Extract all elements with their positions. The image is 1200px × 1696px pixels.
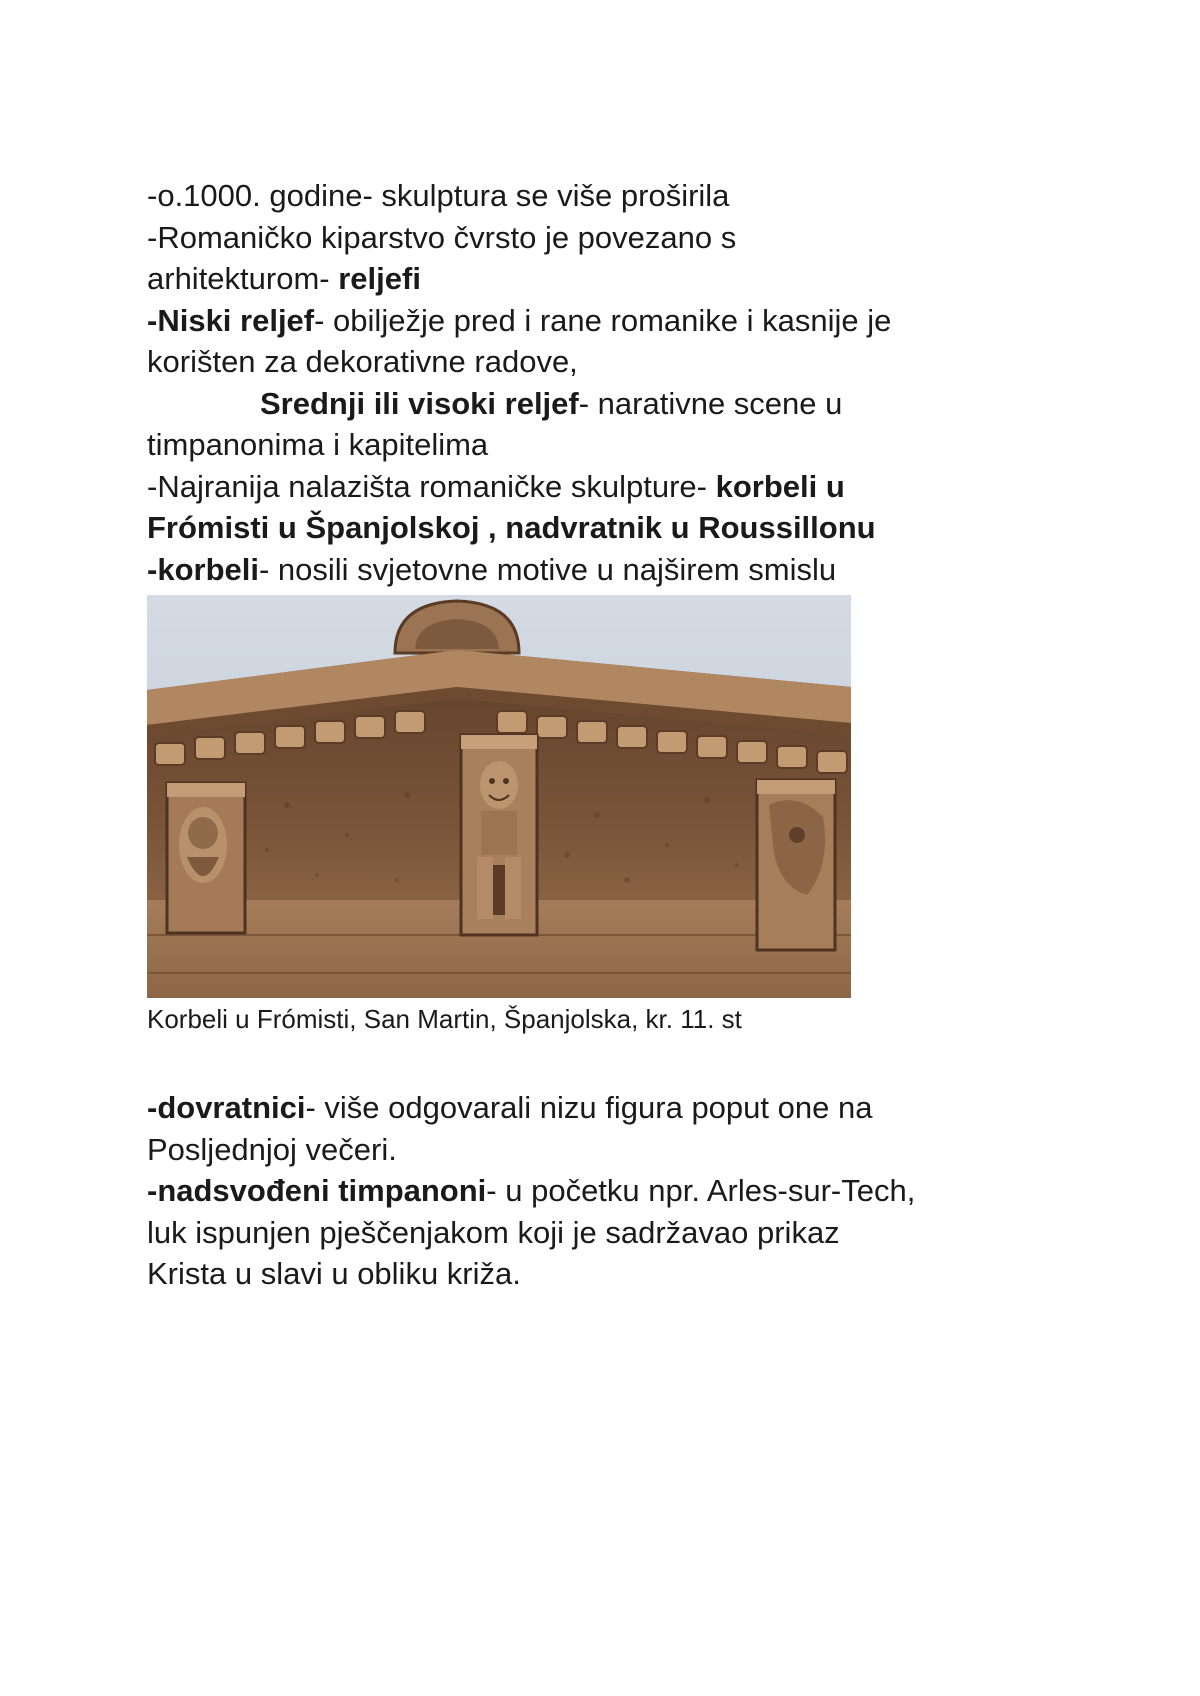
body-text-top: [147, 175, 1107, 590]
bold-text: Srednji ili visoki reljef: [260, 385, 579, 421]
text-line: [147, 217, 1107, 259]
text-line: [147, 1212, 1107, 1254]
corbels-photo-graphic: [147, 595, 851, 998]
bold-text: -korbeli: [147, 551, 259, 587]
text-span: korišten za dekorativne radove,: [147, 344, 578, 379]
text-line: [147, 341, 1107, 383]
figure-caption: Korbeli u Frómisti, San Martin, Španjolska, kr. 11. st: [147, 1004, 742, 1034]
text-line: [147, 175, 1107, 217]
text-line: [147, 1129, 1107, 1171]
bold-text: -Niski reljef: [147, 302, 315, 338]
bold-text: -dovratnici: [147, 1090, 306, 1125]
text-span: - u početku npr. Arles-sur-Tech,: [486, 1173, 916, 1208]
text-line: [147, 1170, 1107, 1212]
bold-text: -nadsvođeni timpanoni: [147, 1173, 487, 1208]
text-span: arhitekturom-: [147, 261, 339, 296]
text-span: - obilježje pred i rane romanike i kasnije je: [314, 302, 892, 338]
text-span: -Romaničko kiparstvo čvrsto je povezano s: [147, 219, 737, 255]
text-span: - nosili svjetovne motive u najširem smislu: [258, 551, 837, 587]
text-line: [147, 424, 1107, 466]
text-line: [147, 1087, 1107, 1129]
text-line: [147, 466, 1107, 508]
text-span: - više odgovarali nizu figura poput one na: [305, 1090, 873, 1125]
corbels-photo: [147, 595, 851, 998]
bold-text: korbeli u: [715, 468, 845, 504]
text-span: timpanonima i kapitelima: [147, 427, 489, 462]
text-line: [147, 549, 1107, 591]
bold-text: reljefi: [338, 261, 421, 296]
text-line: [147, 258, 1107, 300]
text-line: [147, 1253, 1107, 1295]
text-span: -Najranija nalazišta romaničke skulpture-: [147, 468, 716, 504]
bold-text: Frómisti u Španjolskoj , nadvratnik u Roussillonu: [147, 510, 876, 545]
text-span: -o.1000. godine- skulptura se više proširila: [147, 178, 730, 213]
text-span: - narativne scene u: [578, 385, 843, 421]
text-line: [147, 300, 1107, 342]
text-line: [147, 383, 1107, 425]
text-span: Posljednjoj večeri.: [147, 1131, 397, 1167]
text-span: Krista u slavi u obliku križa.: [147, 1256, 521, 1291]
text-line: [147, 507, 1107, 549]
body-text-bottom: [147, 1087, 1107, 1295]
text-span: luk ispunjen pješčenjakom koji je sadržavao prikaz: [147, 1214, 840, 1250]
